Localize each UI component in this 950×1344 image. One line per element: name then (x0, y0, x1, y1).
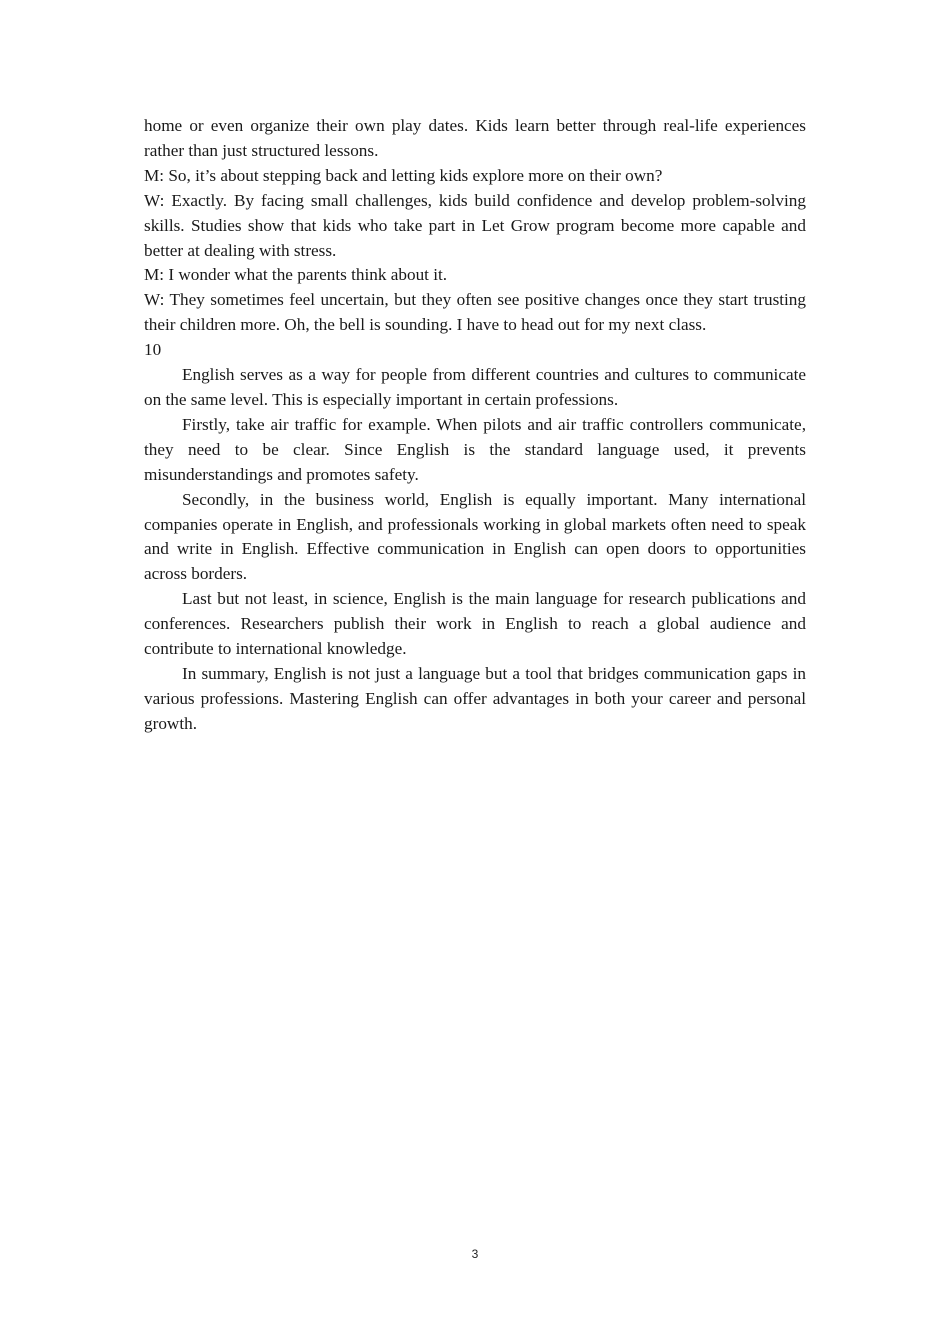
dialogue-line: home or even organize their own play dates. Kids learn better through real-life experiences rather than just structured lessons. (144, 116, 806, 160)
page-number: 3 (471, 1247, 479, 1261)
dialogue-line: W: They sometimes feel uncertain, but they often see positive changes once they start trusting their children more. Oh, the bell is sounding. I have to head out for my next class. (144, 290, 806, 335)
section-paragraph: Secondly, in the business world, English is equally important. Many international companies operate in English, and professionals working in global markets often need to speak and write in English. Effective communication in English can open doors to opportunities across borders. (144, 489, 806, 584)
dialogue-line: W: Exactly. By facing small challenges, kids build confidence and develop problem-solving skills. Studies show that kids who take part in Let Grow program become more capable and better at dealing with stress. (144, 190, 806, 260)
section-number: 10 (144, 340, 162, 360)
section-paragraph: Last but not least, in science, English is the main language for research publications and conferences. Researchers publish their work in English to reach a global audience and contribute to international knowledge. (144, 589, 806, 659)
section-paragraph: Firstly, take air traffic for example. When pilots and air traffic controllers communicate, they need to be clear. Since English is the standard language used, it prevents misunderstandings and promotes safety. (144, 414, 806, 484)
document-body (144, 114, 806, 737)
section-paragraph: English serves as a way for people from different countries and cultures to communicate on the same level. This is especially important in certain professions. (144, 365, 806, 409)
dialogue-line: M: So, it’s about stepping back and letting kids explore more on their own? (144, 165, 663, 185)
dialogue-line: M: I wonder what the parents think about it. (144, 265, 448, 285)
section-paragraph: In summary, English is not just a language but a tool that bridges communication gaps in various professions. Mastering English can offer advantages in both your career and personal growth. (144, 663, 806, 733)
